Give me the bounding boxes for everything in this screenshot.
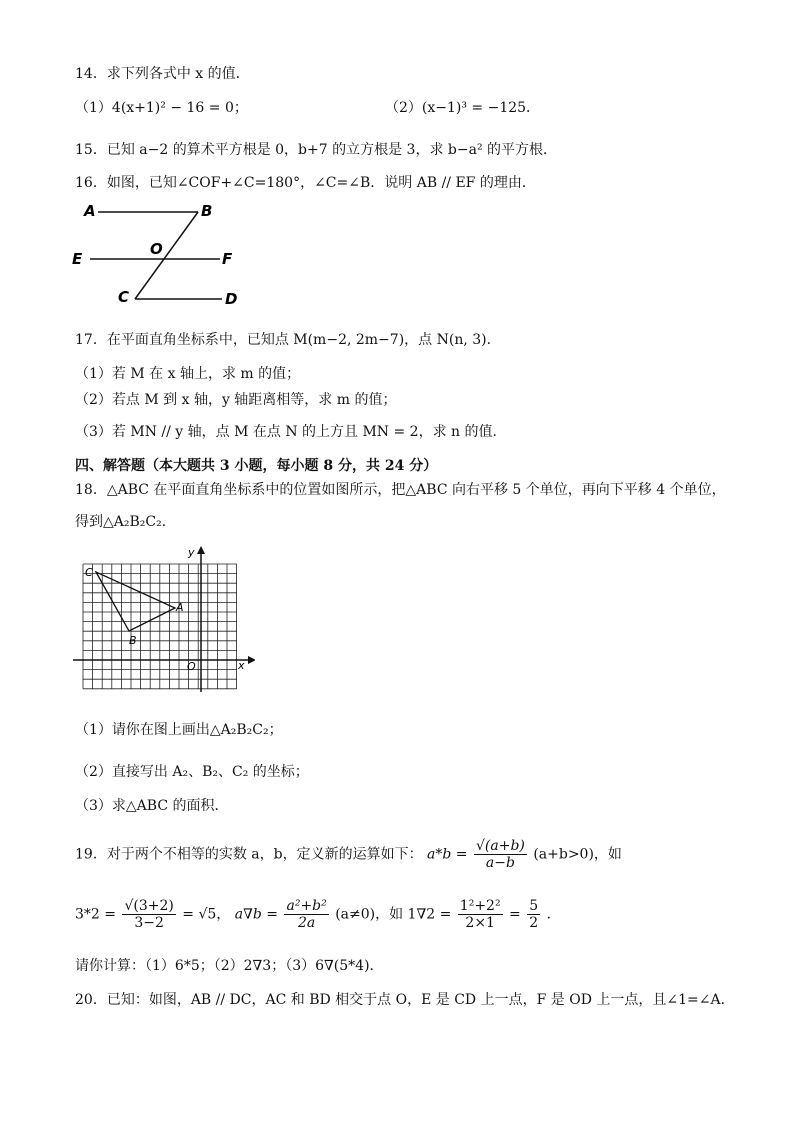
q19-def2-lhs: a∇b =	[234, 906, 279, 923]
q19-def-lhs: a*b =	[427, 846, 468, 863]
q19-ex1-num: √(3+2)	[124, 898, 174, 914]
q16-text: 16．如图，已知∠COF+∠C=180°，∠C=∠B．说明 AB // EF 的理由．	[75, 175, 536, 191]
q19-ex2-num: 1²+2²	[459, 898, 501, 914]
q18-grid-figure	[70, 542, 255, 702]
q19-ex2-result	[527, 898, 540, 931]
label-b: B	[129, 634, 137, 647]
label-e: E	[72, 250, 83, 268]
q19-ex2-fraction	[458, 898, 503, 931]
q18-part3: （3）求△ABC 的面积．	[75, 798, 229, 814]
q19-definition-line	[75, 838, 622, 871]
q19-def-fraction	[474, 838, 527, 871]
q19-ex2-res-den: 2	[529, 915, 539, 931]
label-a: A	[176, 601, 184, 614]
x-axis-arrow	[248, 656, 255, 664]
q14-part1: （1）4(x+1)² − 16 = 0；	[75, 100, 248, 116]
label-origin: O	[187, 660, 196, 673]
q19-def-num: √(a+b)	[475, 838, 525, 854]
q19-def2-num: a²+b²	[286, 898, 327, 914]
y-axis-arrow	[197, 546, 205, 554]
q17-part2: （2）若点 M 到 x 轴，y 轴距离相等，求 m 的值；	[75, 392, 397, 408]
label-c: C	[118, 288, 130, 306]
q19-ex1-rhs: = √5，	[182, 906, 231, 923]
q18-part1: （1）请你在图上画出△A₂B₂C₂；	[75, 722, 283, 738]
section-title: 四、解答题（本大题共 3 小题，每小题 8 分，共 24 分）	[75, 458, 438, 474]
q17-part3: （3）若 MN // y 轴，点 M 在点 N 的上方且 MN = 2，求 n 的值.	[75, 424, 497, 440]
label-x: x	[238, 659, 245, 672]
q17-part1: （1）若 M 在 x 轴上，求 m 的值；	[75, 366, 301, 382]
q19-lead: 19．对于两个不相等的实数 a，b，定义新的运算如下：	[75, 846, 423, 863]
q19-calc: 请你计算：（1）6*5；（2）2∇3；（3）6∇(5*4)．	[75, 958, 384, 974]
q19-def2-cond: (a≠0)，如 1∇2 =	[335, 906, 452, 923]
q19-ex1-den: 3−2	[134, 915, 164, 931]
line-bc	[135, 212, 198, 299]
q14-stem: 14．求下列各式中 x 的值．	[75, 66, 250, 82]
q20-text: 20．已知：如图，AB // DC，AC 和 BD 相交于点 O，E 是 CD 上一点，F 是 OD 上一点，且∠1=∠A．	[75, 992, 735, 1008]
q19-def-cond: (a+b>0)，如	[533, 846, 622, 863]
label-a: A	[84, 202, 96, 220]
label-d: D	[225, 290, 238, 308]
q19-ex1-fraction	[122, 898, 175, 931]
q16-figure	[70, 196, 250, 311]
q19-ex1-lhs: 3*2 =	[75, 906, 116, 923]
q19-ex2-den: 2×1	[465, 915, 495, 931]
q19-def2-den: 2a	[297, 915, 316, 931]
q19-ex2-eq: =	[509, 906, 521, 923]
label-f: F	[222, 250, 233, 268]
q17-stem: 17．在平面直角坐标系中，已知点 M(m−2, 2m−7)，点 N(n, 3)．	[75, 332, 501, 348]
label-c: C	[85, 566, 93, 579]
label-y: y	[188, 546, 195, 559]
triangle-abc	[96, 572, 175, 631]
q18-stem-line1: 18．△ABC 在平面直角坐标系中的位置如图所示，把△ABC 向右平移 5 个单位，再向下平移 4 个单位，	[75, 482, 726, 498]
q19-def-den: a−b	[485, 855, 515, 871]
q18-part2: （2）直接写出 A₂、B₂、C₂ 的坐标；	[75, 764, 309, 780]
q15-text: 15．已知 a−2 的算术平方根是 0，b+7 的立方根是 3，求 b−a² 的平方根．	[75, 142, 558, 158]
q19-ex2-res-num: 5	[529, 898, 539, 914]
label-b: B	[201, 202, 213, 220]
q14-part2: （2）(x−1)³ = −125．	[385, 100, 541, 116]
q19-def2-fraction	[284, 898, 328, 931]
q19-example-line	[75, 898, 561, 931]
q18-stem-line2: 得到△A₂B₂C₂．	[75, 514, 176, 530]
coordinate-grid	[83, 564, 237, 689]
label-o: O	[150, 240, 163, 258]
q19-ex2-end: ．	[546, 906, 561, 923]
